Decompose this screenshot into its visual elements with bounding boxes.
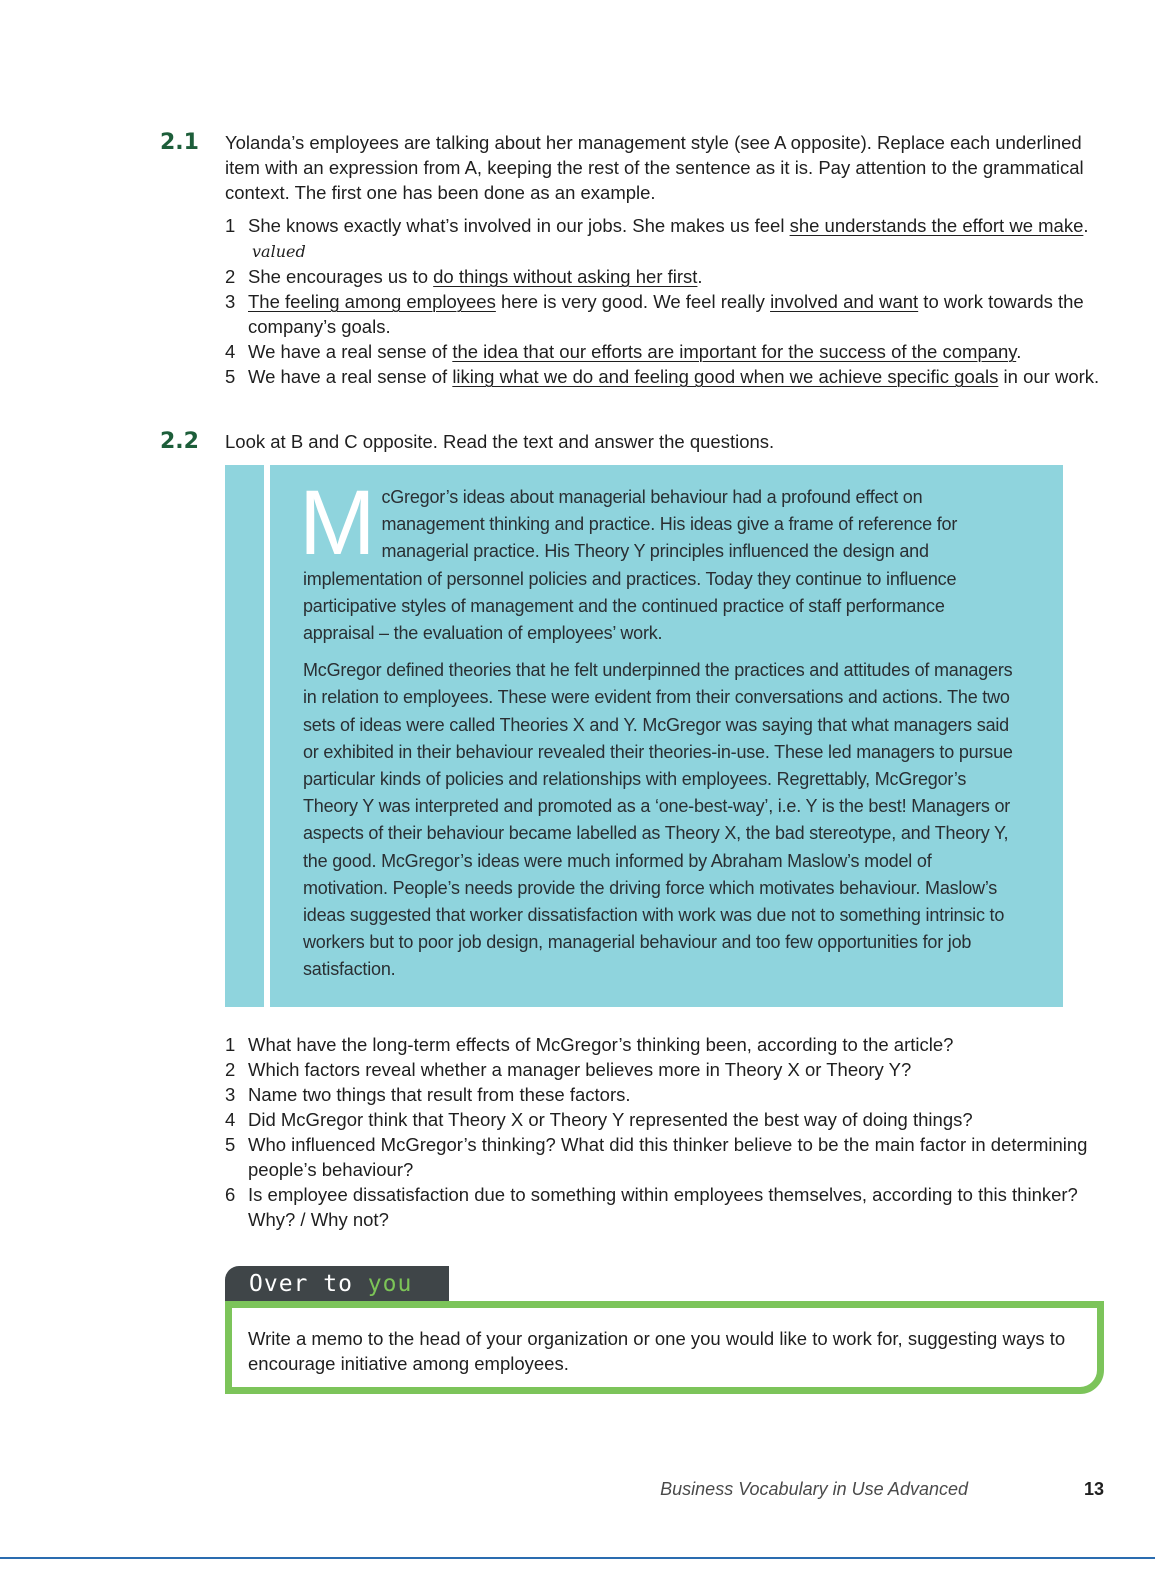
- list-item: 2 Which factors reveal whether a manager believes more in Theory X or Theory Y?: [225, 1059, 912, 1080]
- page-number: 13: [1083, 1479, 1104, 1499]
- underlined-phrase: do things without asking her first: [433, 266, 698, 287]
- exercise-instructions: Look at B and C opposite. Read the text and answer the questions.: [225, 431, 775, 452]
- over-to-you-text: Write a memo to the head of your organization or one you would like to work for, suggesting ways to encourage initiative among employees.: [248, 1328, 1066, 1374]
- drop-cap: M: [299, 472, 376, 574]
- article-side-bar: [264, 465, 270, 1007]
- list-item: 5 Who influenced McGregor’s thinking? What did this thinker believe to be the main factor in determining people’s behaviour?: [225, 1134, 1088, 1180]
- exercise-number: 2.2: [160, 429, 199, 454]
- footer-book-title: Business Vocabulary in Use Advanced: [660, 1479, 968, 1499]
- article-paragraph-2: McGregor defined theories that he felt underpinned the practices and attitudes of managers in relation to employees. These were evident from their conversations and actions. The two sets of ideas were called Theories X and Y. McGregor was saying that what managers said or exhibited in their behaviour revealed their theories-in-use. These led managers to pursue particular kinds of policies and relationships with employees. Regrettably, McGregor’s Theory Y was interpreted and promoted as a ‘one-best-way’, i.e. Y is the best! Managers or aspects of their behaviour became labelled as Theory X, the bad stereotype, and Theory Y, the good. McGregor’s ideas were much informed by Abraham Maslow’s model of motivation. People’s needs provide the driving force which motivates behaviour. Maslow’s ideas suggested that worker dissatisfaction with work was due not to something intrinsic to workers but to poor job design, managerial behaviour and too few opportunities for job satisfaction.: [303, 660, 1013, 980]
- exercise-items: [225, 213, 1105, 389]
- underlined-phrase: the idea that our efforts are important for the success of the company: [452, 341, 1017, 362]
- list-item: 5 We have a real sense of liking what we do and feeling good when we achieve specific goals in our work.: [225, 366, 1100, 387]
- list-item: 3 Name two things that result from these factors.: [225, 1084, 631, 1105]
- underlined-phrase: involved and want: [770, 291, 919, 312]
- article-text: [299, 472, 1015, 994]
- question-list: [225, 1032, 1105, 1232]
- article-paragraph-1: McGregor’s ideas about managerial behaviour had a profound effect on management thinking and practice. His ideas give a frame of reference for managerial practice. His Theory Y principles influenced the design and implementation of personnel policies and practices. Today they continue to influence participative styles of management and the continued practice of staff performance appraisal – the evaluation of employees’ work.: [299, 472, 958, 644]
- underlined-phrase: liking what we do and feeling good when we achieve specific goals: [452, 366, 999, 387]
- underlined-phrase: The feeling among employees: [248, 291, 496, 312]
- exercise-instructions: Yolanda’s employees are talking about her management style (see A opposite). Replace each underlined item with an expression from A, keeping the rest of the sentence as it is. Pay attention to the grammatical context. The first one has been done as an example.: [225, 132, 1084, 203]
- list-item: 1 She knows exactly what’s involved in our jobs. She makes us feel she understands the effort we make. valued: [225, 215, 1089, 261]
- article-box: [225, 465, 1063, 1007]
- list-item: 3 The feeling among employees here is very good. We feel really involved and want to work towards the company’s goals.: [225, 291, 1084, 337]
- over-to-you-box: [225, 1301, 1104, 1394]
- over-to-you-tab: Over to you: [225, 1266, 449, 1302]
- exercise-number: 2.1: [160, 130, 199, 155]
- list-item: 4 Did McGregor think that Theory X or Theory Y represented the best way of doing things?: [225, 1109, 973, 1130]
- footer-rule: [0, 1557, 1155, 1559]
- example-answer: valued: [252, 242, 306, 261]
- list-item: 6 Is employee dissatisfaction due to something within employees themselves, according to this thinker? Why? / Why not?: [225, 1184, 1078, 1230]
- exercise-2-2-questions: [160, 1032, 1105, 1232]
- list-item: 1 What have the long-term effects of McGregor’s thinking been, according to the article?: [225, 1034, 954, 1055]
- list-item: 4 We have a real sense of the idea that our efforts are important for the success of the company.: [225, 341, 1022, 362]
- underlined-phrase: she understands the effort we make: [789, 215, 1084, 236]
- exercise-2-1: [160, 130, 1105, 389]
- exercise-2-2: [160, 429, 1105, 454]
- list-item: 2 She encourages us to do things without asking her first.: [225, 266, 703, 287]
